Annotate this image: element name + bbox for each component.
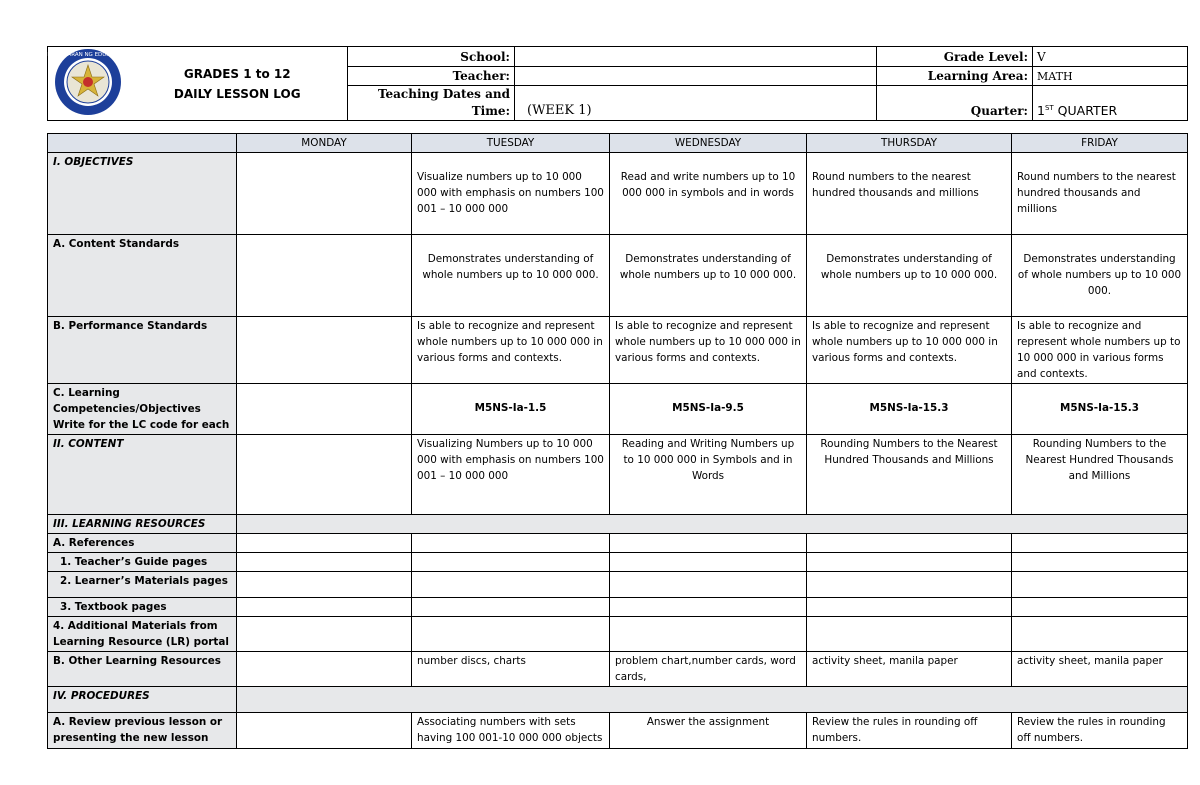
row-content: [48, 435, 1188, 515]
textbook-pages-label: 3. Textbook pages: [48, 598, 237, 617]
other-resources-thursday[interactable]: activity sheet, manila paper: [807, 652, 1012, 687]
content-wednesday[interactable]: Reading and Writing Numbers up to 10 000 000 in Symbols and in Words: [610, 435, 807, 515]
competencies-monday[interactable]: [237, 384, 412, 435]
other-resources-label: B. Other Learning Resources: [48, 652, 237, 687]
textbook-pages-friday[interactable]: [1012, 598, 1188, 617]
review-tuesday[interactable]: Associating numbers with sets having 100 001-10 000 000 objects: [412, 713, 610, 749]
review-monday[interactable]: [237, 713, 412, 749]
objectives-label: I. OBJECTIVES: [48, 153, 237, 235]
teaching-dates-field[interactable]: (WEEK 1): [515, 86, 877, 121]
review-label: A. Review previous lesson or presenting the new lesson: [48, 713, 237, 749]
deped-seal-icon: [47, 47, 129, 117]
dll-title: [128, 47, 348, 121]
content-standards-wednesday[interactable]: Demonstrates understanding of whole numbers up to 10 000 000.: [610, 235, 807, 317]
additional-materials-label: 4. Additional Materials from Learning Resource (LR) portal: [48, 617, 237, 652]
row-content-standards: [48, 235, 1188, 317]
references-tuesday[interactable]: [412, 534, 610, 553]
day-header-monday: MONDAY: [237, 134, 412, 153]
tg-pages-monday[interactable]: [237, 553, 412, 572]
performance-standards-tuesday[interactable]: Is able to recognize and represent whole numbers up to 10 000 000 in various forms and contexts.: [412, 317, 610, 384]
teaching-dates-label: [348, 86, 515, 121]
quarter-text: QUARTER: [1053, 103, 1118, 118]
textbook-pages-monday[interactable]: [237, 598, 412, 617]
row-textbook-pages: [48, 598, 1188, 617]
grade-level-field[interactable]: V: [1033, 47, 1188, 67]
lm-pages-monday[interactable]: [237, 572, 412, 598]
teacher-label: Teacher:: [348, 67, 515, 86]
day-header-friday: FRIDAY: [1012, 134, 1188, 153]
teaching-dates-label-line1: Teaching Dates and: [377, 87, 510, 101]
other-resources-tuesday[interactable]: number discs, charts: [412, 652, 610, 687]
tg-pages-wednesday[interactable]: [610, 553, 807, 572]
tg-pages-label: 1. Teacher’s Guide pages: [48, 553, 237, 572]
references-monday[interactable]: [237, 534, 412, 553]
title-line-1: GRADES 1 to 12: [183, 66, 291, 81]
dll-header: [47, 46, 1187, 119]
row-lm-pages: [48, 572, 1188, 598]
learning-resources-label: III. LEARNING RESOURCES: [48, 515, 237, 534]
row-review: [48, 713, 1188, 749]
textbook-pages-thursday[interactable]: [807, 598, 1012, 617]
content-standards-monday[interactable]: [237, 235, 412, 317]
teacher-field[interactable]: [515, 67, 877, 86]
row-objectives: [48, 153, 1188, 235]
content-friday[interactable]: Rounding Numbers to the Nearest Hundred Thousands and Millions: [1012, 435, 1188, 515]
school-field[interactable]: [515, 47, 877, 67]
row-competencies: [48, 384, 1188, 435]
quarter-suffix: ST: [1044, 103, 1054, 112]
performance-standards-friday[interactable]: Is able to recognize and represent whole numbers up to 10 000 000 in various forms and contexts.: [1012, 317, 1188, 384]
content-standards-label: A. Content Standards: [48, 235, 237, 317]
lm-pages-friday[interactable]: [1012, 572, 1188, 598]
lm-pages-tuesday[interactable]: [412, 572, 610, 598]
row-performance-standards: [48, 317, 1188, 384]
performance-standards-label: B. Performance Standards: [48, 317, 237, 384]
competencies-wednesday[interactable]: M5NS-Ia-9.5: [610, 384, 807, 435]
additional-materials-wednesday[interactable]: [610, 617, 807, 652]
other-resources-friday[interactable]: activity sheet, manila paper: [1012, 652, 1188, 687]
objectives-wednesday[interactable]: Read and write numbers up to 10 000 000 in symbols and in words: [610, 153, 807, 235]
objectives-tuesday[interactable]: Visualize numbers up to 10 000 000 with emphasis on numbers 100 001 – 10 000 000: [412, 153, 610, 235]
content-standards-tuesday[interactable]: Demonstrates understanding of whole numbers up to 10 000 000.: [412, 235, 610, 317]
learning-area-label: Learning Area:: [877, 67, 1033, 86]
performance-standards-wednesday[interactable]: Is able to recognize and represent whole numbers up to 10 000 000 in various forms and contexts.: [610, 317, 807, 384]
learning-resources-band: [237, 515, 1188, 534]
row-other-resources: [48, 652, 1188, 687]
grade-level-label: Grade Level:: [877, 47, 1033, 67]
lesson-log-table: [47, 133, 1188, 749]
school-label: School:: [348, 47, 515, 67]
learning-area-field[interactable]: MATH: [1033, 67, 1188, 86]
other-resources-monday[interactable]: [237, 652, 412, 687]
row-tg-pages: [48, 553, 1188, 572]
content-monday[interactable]: [237, 435, 412, 515]
tg-pages-tuesday[interactable]: [412, 553, 610, 572]
competencies-label: C. Learning Competencies/Objectives Write for the LC code for each: [48, 384, 237, 435]
svg-text:KAGAWARAN NG EDUKASYON: KAGAWARAN NG EDUKASYON: [47, 52, 129, 58]
objectives-thursday[interactable]: Round numbers to the nearest hundred thousands and millions: [807, 153, 1012, 235]
review-wednesday[interactable]: Answer the assignment: [610, 713, 807, 749]
review-friday[interactable]: Review the rules in rounding off numbers.: [1012, 713, 1188, 749]
day-header-thursday: THURSDAY: [807, 134, 1012, 153]
quarter-label: Quarter:: [877, 86, 1033, 121]
tg-pages-friday[interactable]: [1012, 553, 1188, 572]
quarter-number: 1: [1037, 103, 1045, 118]
performance-standards-monday[interactable]: [237, 317, 412, 384]
teaching-dates-label-line2: Time:: [471, 104, 510, 118]
quarter-field[interactable]: [1033, 86, 1188, 121]
content-thursday[interactable]: Rounding Numbers to the Nearest Hundred Thousands and Millions: [807, 435, 1012, 515]
lm-pages-label: 2. Learner’s Materials pages: [48, 572, 237, 598]
objectives-friday[interactable]: Round numbers to the nearest hundred thousands and millions: [1012, 153, 1188, 235]
content-standards-thursday[interactable]: Demonstrates understanding of whole numbers up to 10 000 000.: [807, 235, 1012, 317]
content-label: II. CONTENT: [48, 435, 237, 515]
row-references: [48, 534, 1188, 553]
additional-materials-tuesday[interactable]: [412, 617, 610, 652]
day-header-tuesday: TUESDAY: [412, 134, 610, 153]
review-thursday[interactable]: Review the rules in rounding off numbers.: [807, 713, 1012, 749]
objectives-monday[interactable]: [237, 153, 412, 235]
references-friday[interactable]: [1012, 534, 1188, 553]
row-learning-resources: [48, 515, 1188, 534]
lm-pages-thursday[interactable]: [807, 572, 1012, 598]
title-line-2: DAILY LESSON LOG: [173, 86, 301, 101]
references-wednesday[interactable]: [610, 534, 807, 553]
procedures-label: IV. PROCEDURES: [48, 687, 237, 713]
content-standards-friday[interactable]: Demonstrates understanding of whole numbers up to 10 000 000.: [1012, 235, 1188, 317]
performance-standards-thursday[interactable]: Is able to recognize and represent whole numbers up to 10 000 000 in various forms and contexts.: [807, 317, 1012, 384]
competencies-tuesday[interactable]: M5NS-Ia-1.5: [412, 384, 610, 435]
textbook-pages-wednesday[interactable]: [610, 598, 807, 617]
other-resources-wednesday[interactable]: problem chart,number cards, word cards,: [610, 652, 807, 687]
row-additional-materials: [48, 617, 1188, 652]
textbook-pages-tuesday[interactable]: [412, 598, 610, 617]
competencies-thursday[interactable]: M5NS-Ia-15.3: [807, 384, 1012, 435]
row-procedures: [48, 687, 1188, 713]
references-label: A. References: [48, 534, 237, 553]
tg-pages-thursday[interactable]: [807, 553, 1012, 572]
additional-materials-friday[interactable]: [1012, 617, 1188, 652]
lm-pages-wednesday[interactable]: [610, 572, 807, 598]
content-tuesday[interactable]: Visualizing Numbers up to 10 000 000 with emphasis on numbers 100 001 – 10 000 000: [412, 435, 610, 515]
procedures-band: [237, 687, 1188, 713]
deped-seal: [48, 47, 128, 121]
additional-materials-thursday[interactable]: [807, 617, 1012, 652]
references-thursday[interactable]: [807, 534, 1012, 553]
day-header-wednesday: WEDNESDAY: [610, 134, 807, 153]
day-header-blank: [48, 134, 237, 153]
competencies-friday[interactable]: M5NS-Ia-15.3: [1012, 384, 1188, 435]
additional-materials-monday[interactable]: [237, 617, 412, 652]
